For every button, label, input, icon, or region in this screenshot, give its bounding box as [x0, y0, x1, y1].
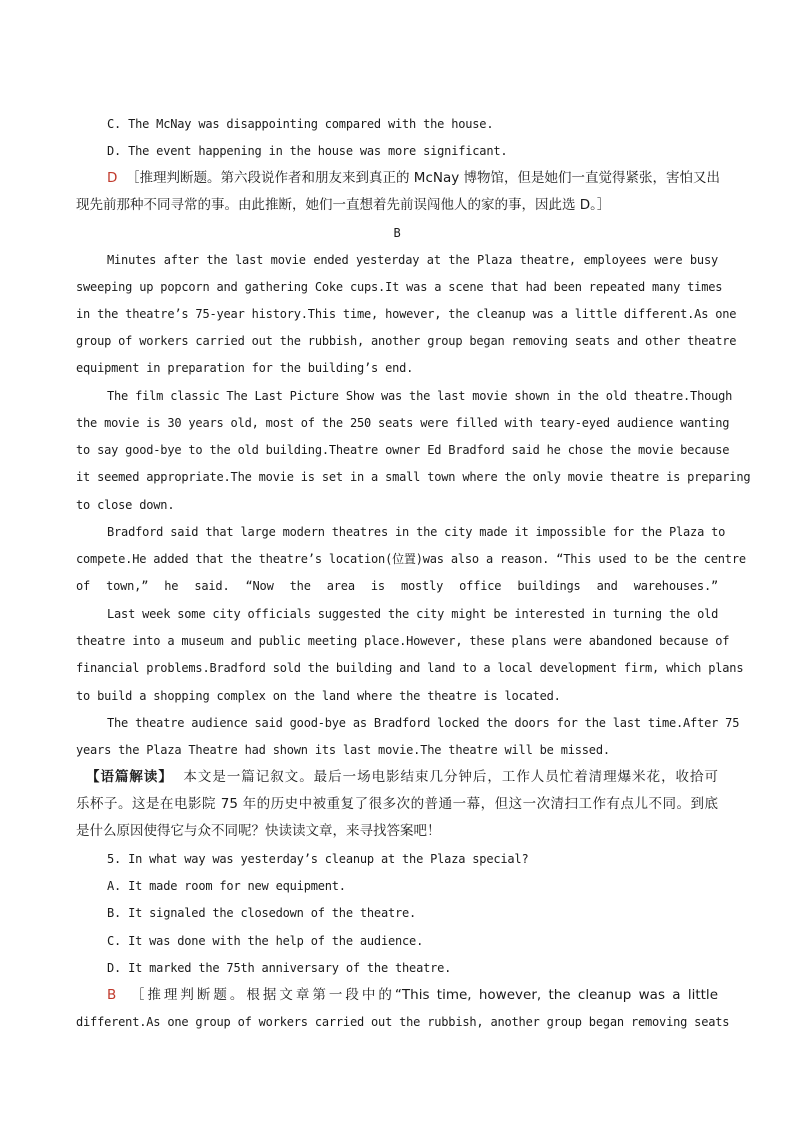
q5-option-a: A. It made room for new equipment. — [107, 879, 346, 893]
document-page: C. The McNay was disappointing compared with the house. D. The event happening in the house was more significant. D ［推理判断题。第六段说作者和朋友来到真正的 McNay 博物馆，但是她们一直觉得紧张，害怕又出 现先前那种不同寻常的事。由此推断，她们一直想着先前误闯他人的家的事，因此选 D。］ B Minutes after the last movie ended yesterday at the Plaza theatre, employees were busy sweeping up popcorn and gathering Coke cups.It was a scene that had been repeated many times in the theatre’s 75-year history.This time, however, the cleanup was a little different.As one group of workers carried out the rubbish, another group began removing seats and other theatre equipment in preparation for the building’s end. The film classic The Last Picture Show was the last movie shown in the old theatre.Though the movie is 30 years old, most of the 250 seats were filled with teary-eyed audience wanting to say good-bye to the old building.Theatre owner Ed Bradford said he chose the movie because it seemed appropriate.The movie is set in a small town where the only movie theatre is preparing to close down. Bradford said that large modern theatres in the city made it impossible for the Plaza to compete.He added that the theatre’s location(位置)was also a reason. “This used to be the centre of town,” he said. “Now the area is mostly office buildings and warehouses.” Last week some city officials suggested the city might be interested in turning the old theatre into a museum and public meeting place.However, these plans were abandoned because of financial problems.Bradford sold the building and land to a local development firm, which plans to build a shopping complex on the land where the theatre is located. The theatre audience said good-bye as Bradford locked the doors for the last time.After 75 years the Plaza Theatre had shown its last movie.The theatre will be missed. 【语篇解读】 本文是一篇记叙文。最后一场电影结束几分钟后，工作人员忙着清理爆米花，收拾可 乐杯子。这是在电影院 75 年的历史中被重复了很多次的普通一幕，但这一次清扫工作有点儿不同。到底 是什么原因使得它与众不同呢？快读读文章，来寻找答案吧！ 5. In what way was yesterday’s cleanup at the Plaza special? A. It made room for new equipment. B. It signaled the closedown of the theatre. C. It was done with the help of the audience. D. It marked the 75th anniversary of the theatre. B ［推理判断题。根据文章第一段中的“This time, however, the cleanup was a little different.As one group of workers carried out the rubbish, another group began removing seats — [0, 0, 794, 1123]
q5-answer: B — [107, 987, 117, 1003]
analysis-tag: 【语篇解读】 — [86, 769, 173, 785]
analysis-line-1: 【语篇解读】 本文是一篇记叙文。最后一场电影结束几分钟后，工作人员忙着清理爆米花，收拾可 — [86, 769, 719, 785]
analysis-line-3: 是什么原因使得它与众不同呢？快读读文章，来寻找答案吧！ — [76, 823, 441, 839]
passage-label: B — [393, 226, 401, 240]
q4-option-c: C. The McNay was disappointing compared with the house. — [107, 117, 494, 131]
q4-explanation-cont: 现先前那种不同寻常的事。由此推断，她们一直想着先前误闯他人的家的事，因此选 D。］ — [76, 197, 611, 213]
q5-option-d: D. It marked the 75th anniversary of the theatre. — [107, 961, 452, 975]
q5-option-c: C. It was done with the help of the audience. — [107, 934, 424, 948]
q4-answer: D — [107, 170, 118, 186]
q5-stem: 5. In what way was yesterday’s cleanup at the Plaza special? — [107, 852, 529, 866]
q5-explanation: B ［推理判断题。根据文章第一段中的“This time, however, the cleanup was a little — [107, 987, 718, 1003]
q5-option-b: B. It signaled the closedown of the theatre. — [107, 906, 417, 920]
analysis-line-2: 乐杯子。这是在电影院 75 年的历史中被重复了很多次的普通一幕，但这一次清扫工作有点儿不同。到底 — [76, 796, 718, 812]
q5-explanation-cont: different.As one group of workers carried out the rubbish, another group began removing seats — [76, 1015, 730, 1029]
q4-option-d: D. The event happening in the house was more significant. — [107, 144, 508, 158]
q4-explanation: D ［推理判断题。第六段说作者和朋友来到真正的 McNay 博物馆，但是她们一直觉得紧张，害怕又出 — [107, 170, 721, 186]
